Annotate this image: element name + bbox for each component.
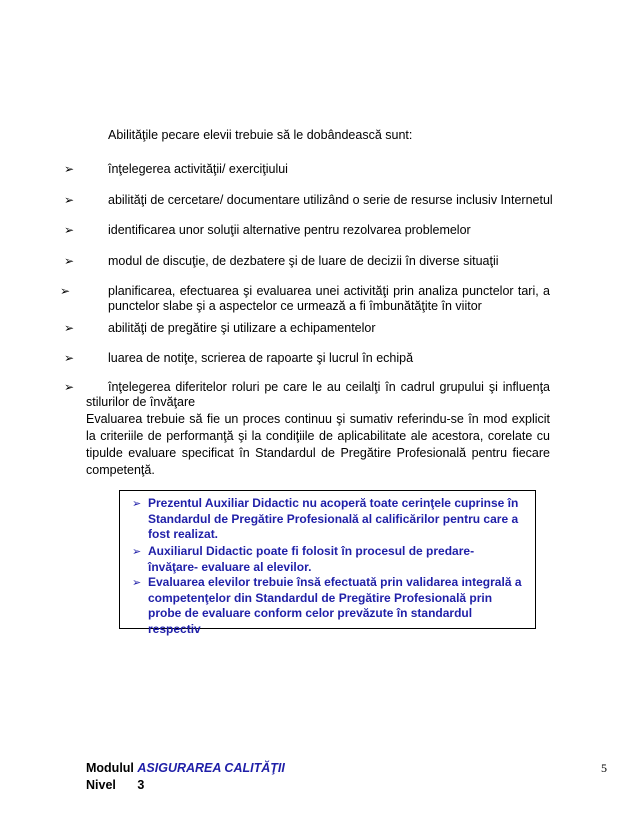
list-item: luarea de notiţe, scrierea de rapoarte şi lucrul în echipă bbox=[108, 351, 414, 365]
arrow-bullet-icon: ➢ bbox=[64, 321, 75, 335]
arrow-bullet-icon: ➢ bbox=[60, 284, 71, 298]
level-label: Nivel bbox=[86, 778, 116, 792]
arrow-bullet-icon: ➢ bbox=[132, 576, 142, 589]
arrow-bullet-icon: ➢ bbox=[132, 545, 142, 558]
intro-text: Abilităţile pecare elevii trebuie să le dobândească sunt: bbox=[108, 128, 413, 142]
list-item: identificarea unor soluţii alternative pentru rezolvarea problemelor bbox=[108, 223, 471, 237]
box-note: Prezentul Auxiliar Didactic nu acoperă toate cerinţele cuprinse în Standardul de Pregătire Profesională al calificărilor pentru care a fost realizat. bbox=[148, 496, 519, 541]
module-name: ASIGURAREA CALITĂŢII bbox=[137, 761, 285, 775]
page-number: 5 bbox=[601, 761, 607, 775]
footer-level bbox=[86, 777, 144, 793]
list-item: abilităţi de pregătire şi utilizare a echipamentelor bbox=[108, 321, 376, 335]
arrow-bullet-icon: ➢ bbox=[64, 223, 75, 237]
list-item: modul de discuţie, de dezbatere şi de luare de decizii în diverse situaţii bbox=[108, 254, 499, 268]
list-item: planificarea, efectuarea şi evaluarea unei activităţi prin analiza punctelor tari, a punctelor slabe şi a aspectelor ce urmează a fi îmbunătăţite în viitor bbox=[108, 284, 550, 313]
arrow-bullet-icon: ➢ bbox=[64, 193, 75, 207]
arrow-bullet-icon: ➢ bbox=[64, 162, 75, 176]
list-item: abilităţi de cercetare/ documentare utilizând o serie de resurse inclusiv Internetul bbox=[108, 193, 553, 207]
arrow-bullet-icon: ➢ bbox=[64, 351, 75, 365]
list-item: înţelegerea diferitelor roluri pe care le au ceilalţi în cadrul grupului şi influenţa stilurilor de învăţare bbox=[86, 380, 550, 409]
footer-module bbox=[86, 760, 285, 776]
evaluation-paragraph: Evaluarea trebuie să fie un proces continuu şi sumativ referindu-se în mod explicit la criteriile de performanţă şi la condiţiile de aplicabilitate ale acestora, corelate cu tipulde evaluare specificat în Standardul de Pregătire Profesională pentru fiecare competenţă. bbox=[86, 412, 550, 477]
module-label: Modulul bbox=[86, 761, 134, 775]
list-item: înţelegerea activităţii/ exerciţiului bbox=[108, 162, 288, 176]
level-value: 3 bbox=[137, 778, 145, 792]
arrow-bullet-icon: ➢ bbox=[132, 497, 142, 510]
arrow-bullet-icon: ➢ bbox=[64, 380, 75, 394]
box-note: Auxiliarul Didactic poate fi folosit în procesul de predare- învăţare- evaluare al elevilor. bbox=[148, 544, 475, 574]
arrow-bullet-icon: ➢ bbox=[64, 254, 75, 268]
box-note: Evaluarea elevilor trebuie însă efectuată prin validarea integrală a competenţelor din Standardul de Pregătire Profesională prin probe de evaluare conform celor prevăzute în standardul respectiv bbox=[148, 575, 522, 636]
